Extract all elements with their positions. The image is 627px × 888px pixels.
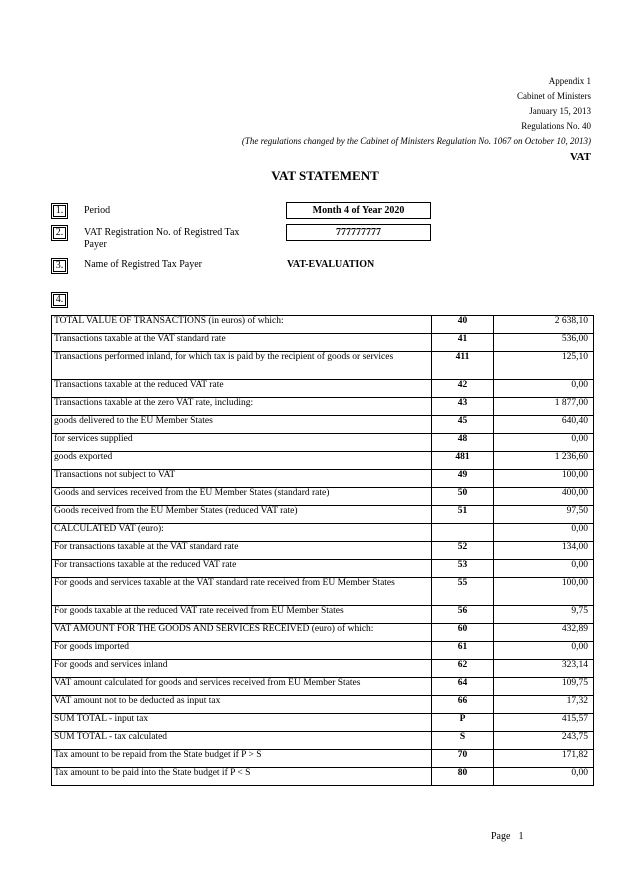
row-value: 1 877,00 [494, 398, 594, 416]
row-description: For goods imported [52, 642, 432, 660]
row-value: 415,57 [494, 714, 594, 732]
row-value: 640,40 [494, 416, 594, 434]
row-value: 0,00 [494, 560, 594, 578]
row-description: For goods and services taxable at the VAT standard rate received from EU Member States [52, 578, 432, 606]
row-description: VAT amount calculated for goods and services received from EU Member States [52, 678, 432, 696]
appendix-line: Cabinet of Ministers [517, 91, 591, 101]
row-value: 243,75 [494, 732, 594, 750]
row-code: 48 [432, 434, 494, 452]
row-code: 70 [432, 750, 494, 768]
appendix-header [242, 74, 591, 165]
row-description: For goods taxable at the reduced VAT rate received from EU Member States [52, 606, 432, 624]
row-code: 43 [432, 398, 494, 416]
row-code: 80 [432, 768, 494, 786]
row-code: 61 [432, 642, 494, 660]
row-code: 49 [432, 470, 494, 488]
payer-name-label: Name of Registred Tax Payer [84, 259, 202, 270]
period-value: Month 4 of Year 2020 [286, 202, 431, 219]
row-code: 411 [432, 352, 494, 380]
row-description: goods exported [52, 452, 432, 470]
row-value: 323,14 [494, 660, 594, 678]
table-row [52, 750, 594, 768]
table-row [52, 380, 594, 398]
row-value: 100,00 [494, 578, 594, 606]
row-code: 55 [432, 578, 494, 606]
row-description: VAT AMOUNT FOR THE GOODS AND SERVICES RECEIVED (euro) of which: [52, 624, 432, 642]
row-description: For transactions taxable at the reduced VAT rate [52, 560, 432, 578]
table-row [52, 678, 594, 696]
row-description: SUM TOTAL - tax calculated [52, 732, 432, 750]
row-value: 1 236,60 [494, 452, 594, 470]
row-value: 97,50 [494, 506, 594, 524]
row-code: 52 [432, 542, 494, 560]
row-description: Transactions taxable at the VAT standard rate [52, 334, 432, 352]
row-code: 45 [432, 416, 494, 434]
row-value: 109,75 [494, 678, 594, 696]
table-row [52, 416, 594, 434]
vat-label: VAT [570, 151, 591, 163]
registration-label: VAT Registration No. of Registred Tax Payer [84, 227, 240, 250]
table-row [52, 398, 594, 416]
transactions-table [51, 315, 594, 786]
row-value: 432,89 [494, 624, 594, 642]
table-row [52, 524, 594, 542]
row-code: 51 [432, 506, 494, 524]
row-code: 481 [432, 452, 494, 470]
table-row [52, 732, 594, 750]
regulation-note: (The regulations changed by the Cabinet of Ministers Regulation No. 1067 on October 10, 2013) [241, 136, 591, 146]
table-row [52, 624, 594, 642]
row-description: Transactions performed inland, for which tax is paid by the recipient of goods or services [52, 352, 432, 380]
appendix-line: Appendix 1 [548, 76, 591, 86]
table-row [52, 470, 594, 488]
row-description: for services supplied [52, 434, 432, 452]
table-row [52, 334, 594, 352]
row-description: Tax amount to be repaid from the State budget if P > S [52, 750, 432, 768]
row-description: VAT amount not to be deducted as input tax [52, 696, 432, 714]
row-value: 0,00 [494, 524, 594, 542]
row-value: 0,00 [494, 380, 594, 398]
table-row [52, 606, 594, 624]
row-value: 134,00 [494, 542, 594, 560]
table-row [52, 316, 594, 334]
row-value: 9,75 [494, 606, 594, 624]
row-description: Goods and services received from the EU Member States (standard rate) [52, 488, 432, 506]
row-description: Transactions taxable at the reduced VAT rate [52, 380, 432, 398]
row-code: 60 [432, 624, 494, 642]
row-value: 0,00 [494, 642, 594, 660]
row-code [432, 524, 494, 542]
table-row [52, 352, 594, 380]
row-description: Transactions not subject to VAT [52, 470, 432, 488]
page-footer [491, 831, 523, 842]
table-row [52, 452, 594, 470]
table-row [52, 642, 594, 660]
row-description: Transactions taxable at the zero VAT rate, including: [52, 398, 432, 416]
row-description: For goods and services inland [52, 660, 432, 678]
row-value: 400,00 [494, 488, 594, 506]
table-row [52, 542, 594, 560]
table-row [52, 696, 594, 714]
row-description: goods delivered to the EU Member States [52, 416, 432, 434]
page-number: 1 [518, 831, 524, 842]
row-value: 171,82 [494, 750, 594, 768]
row-description: SUM TOTAL - input tax [52, 714, 432, 732]
row-code: P [432, 714, 494, 732]
appendix-line: Regulations No. 40 [521, 121, 591, 131]
row-code: S [432, 732, 494, 750]
payer-name-value: VAT-EVALUATION [287, 259, 375, 270]
row-description: For transactions taxable at the VAT standard rate [52, 542, 432, 560]
appendix-line: January 15, 2013 [529, 106, 591, 116]
table-row [52, 506, 594, 524]
row-code: 53 [432, 560, 494, 578]
row-code: 41 [432, 334, 494, 352]
row-code: 40 [432, 316, 494, 334]
row-code: 64 [432, 678, 494, 696]
row-code: 50 [432, 488, 494, 506]
row-value: 125,10 [494, 352, 594, 380]
registration-value: 777777777 [286, 224, 431, 241]
row-value: 17,32 [494, 696, 594, 714]
row-value: 0,00 [494, 768, 594, 786]
period-label: Period [84, 205, 111, 216]
section-3-number: 3. [51, 258, 68, 274]
section-2-number: 2. [51, 225, 68, 241]
section-4-number: 4. [51, 292, 68, 308]
row-description: TOTAL VALUE OF TRANSACTIONS (in euros) of which: [52, 316, 432, 334]
row-code: 42 [432, 380, 494, 398]
table-row [52, 488, 594, 506]
table-row [52, 660, 594, 678]
row-description: Tax amount to be paid into the State budget if P < S [52, 768, 432, 786]
table-row [52, 768, 594, 786]
row-value: 536,00 [494, 334, 594, 352]
row-value: 2 638,10 [494, 316, 594, 334]
row-value: 100,00 [494, 470, 594, 488]
table-row [52, 560, 594, 578]
table-row [52, 578, 594, 606]
table-row [52, 714, 594, 732]
row-value: 0,00 [494, 434, 594, 452]
page-title: VAT STATEMENT [271, 168, 379, 183]
section-1-number: 1. [51, 203, 68, 219]
row-code: 62 [432, 660, 494, 678]
row-code: 56 [432, 606, 494, 624]
row-code: 66 [432, 696, 494, 714]
page-label: Page [491, 831, 511, 842]
row-description: CALCULATED VAT (euro): [52, 524, 432, 542]
table-row [52, 434, 594, 452]
row-description: Goods received from the EU Member States (reduced VAT rate) [52, 506, 432, 524]
